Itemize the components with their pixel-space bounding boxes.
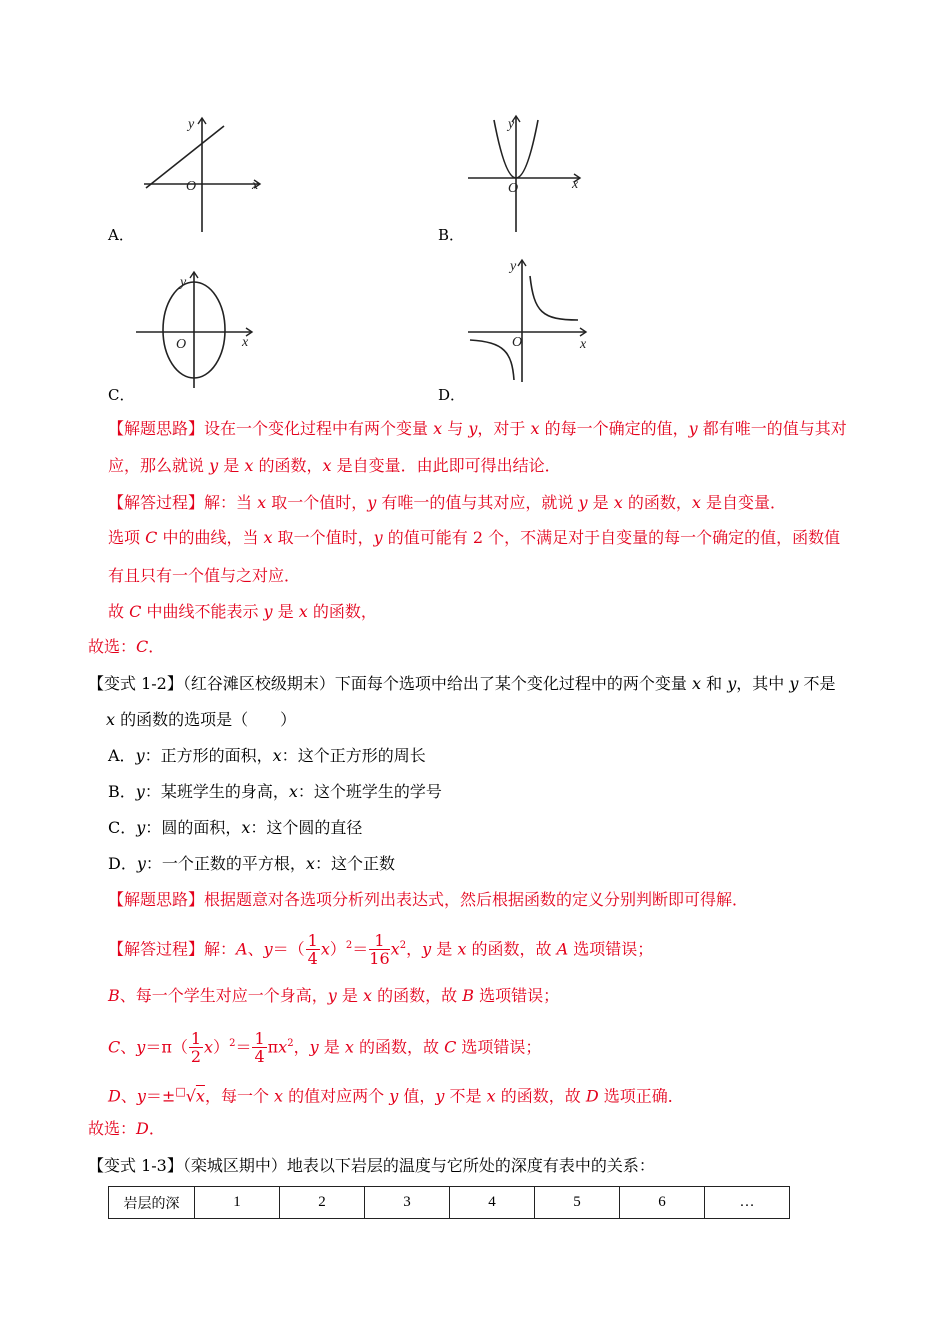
graph-b-label: B． [438,226,465,244]
q3-stem: 【变式 1-3】（栾城区期中）地表以下岩层的温度与它所处的深度有表中的关系： [88,1156,655,1175]
graph-a-x-label: x [252,178,259,193]
graph-b-x-label: x [572,177,579,192]
q2-stem-line2: x 的函数的选项是（ ） [106,710,297,729]
graph-option-d [462,254,592,384]
q2-stem-line1: 【变式 1-2】（红谷滩区校级期末）下面每个选项中给出了某个变化过程中的两个变量 x 和 y，其中 y 不是 [88,674,836,693]
q2-process-d: D、y＝±□√x，每一个 x 的值对应两个 y 值，y 不是 x 的函数，故 D 选项正确． [108,1085,684,1106]
graph-option-b [462,112,592,234]
graph-d-x-label: x [580,337,587,352]
q2-answer: 故选：D． [88,1119,165,1138]
graph-a-y-label: y [188,117,195,132]
q1-answer-value: C [136,637,149,656]
frac-one-sixteenth: $\frac{1}{16}$ [369,931,390,969]
graph-c-label: C． [108,386,135,404]
graph-b-origin-label: O [508,181,519,196]
graph-option-a [138,112,268,234]
q1-option-c-line1: 选项 C 中的曲线，当 x 取一个值时，y 的值可能有 2 个，不满足对于自变量的每一个确定的值，函数值 [108,528,841,547]
graph-c-x-label: x [242,335,249,350]
q2-process-b: B、每一个学生对应一个身高，y 是 x 的函数，故 B 选项错误； [108,986,560,1005]
q2-option-b[interactable]: B．y：某班学生的身高，x：这个班学生的学号 [108,782,442,801]
graph-d-origin-label: O [512,335,523,350]
q1-thought-line2: 应，那么就说 y 是 x 的函数，x 是自变量．由此即可得出结论． [108,456,561,475]
q1-conclusion: 故 C 中曲线不能表示 y 是 x 的函数， [108,602,377,621]
q3-tag: 【变式 1-3】 [88,1156,183,1175]
q1-process-line1: 【解答过程】解：当 x 取一个值时，y 有唯一的值与其对应，就说 y 是 x 的函数，x 是自变量． [108,493,786,512]
thought-tag: 【解题思路】 [108,419,205,438]
q2-tag: 【变式 1-2】 [88,674,183,693]
table-cell: … [705,1187,790,1219]
graph-option-c [132,268,262,390]
frac-one-quarter-c: $\frac{1}{4}$ [254,1029,265,1067]
q2-thought: 【解题思路】根据题意对各选项分析列出表达式，然后根据函数的定义分别判断即可得解． [108,890,749,909]
q2-option-c[interactable]: C．y：圆的面积，x：这个圆的直径 [108,818,363,837]
q2-process-c: C、y＝π（ $\frac{1}{2}$ x）$^2$＝ $\frac{1}{4}$ $\pi x^2$，y 是 x 的函数，故 C 选项错误； [108,1029,542,1067]
q1-thought-line1: 【解题思路】设在一个变化过程中有两个变量 x 与 y，对于 x 的每一个确定的值，y 都有唯一的值与其对 [108,419,847,438]
q2-answer-value: D [136,1119,149,1138]
frac-one-half: $\frac{1}{2}$ [190,1029,202,1067]
depth-table [108,1186,790,1219]
table-cell: 5 [535,1187,620,1219]
q2-option-a[interactable]: A．y：正方形的面积，x：这个正方形的周长 [108,746,426,765]
table-cell: 4 [450,1187,535,1219]
q2-process-a: 【解答过程】解：A、y＝（ $\frac{1}{4}$ x）$^2$＝ $\frac{1}{16}$ $x^2$，y 是 x 的函数，故 A 选项错误； [108,931,654,969]
graph-c-y-label: y [180,275,187,290]
graph-a-label: A． [108,226,134,244]
graph-d-y-label: y [510,259,517,274]
q1-option-c-line2: 有且只有一个值与之对应． [108,566,301,585]
graph-a-origin-label: O [186,179,197,194]
table-header-cell: 岩层的深 [109,1187,195,1219]
q2-option-d[interactable]: D．y：一个正数的平方根，x：这个正数 [108,854,395,873]
table-row [109,1187,790,1219]
table-cell: 2 [280,1187,365,1219]
table-cell: 3 [365,1187,450,1219]
frac-one-quarter: $\frac{1}{4}$ [307,931,318,969]
graph-b-y-label: y [508,117,515,132]
process-tag: 【解答过程】 [108,493,205,512]
q1-answer: 故选：C． [88,637,165,656]
table-cell: 6 [620,1187,705,1219]
graph-d-label: D． [438,386,466,404]
graph-c-origin-label: O [176,337,187,352]
table-cell: 1 [195,1187,280,1219]
